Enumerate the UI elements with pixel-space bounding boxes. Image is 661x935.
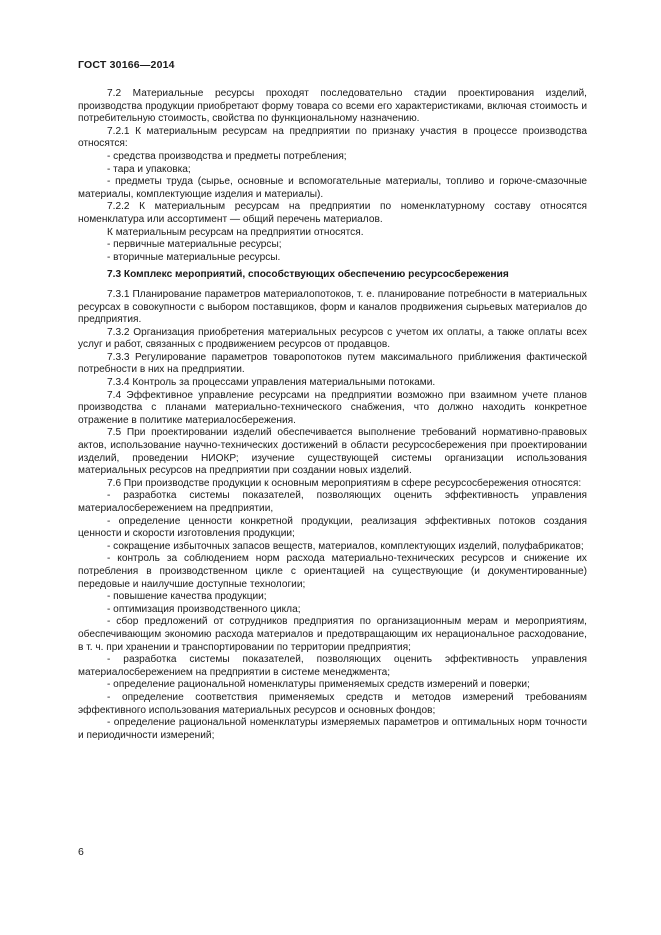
- list-item: - первичные материальные ресурсы;: [107, 239, 282, 251]
- paragraph-text: К материальным ресурсам на предприятии относятся.: [107, 226, 364, 238]
- list-item: - контроль за соблюдением норм расхода материально-технических ресурсов и снижение их потребления в производственном цикле с ориентацией на существующие (и документированные) передовые и наилучшие доступные технологии;: [78, 553, 587, 590]
- list-item: - определение ценности конкретной продукции, реализация эффективных потоков создания ценности и скорости изготовления продукции;: [78, 515, 587, 540]
- list-item: - тара и упаковка;: [107, 163, 191, 175]
- list-item: - оптимизация производственного цикла;: [107, 603, 301, 615]
- page-number: 6: [78, 846, 84, 858]
- paragraph-7-3-2: 7.3.2 Организация приобретения материальных ресурсов с учетом их оплаты, а также оплаты всех услуг и работ, связанных с продвижением ресурсов от продавцов.: [78, 326, 587, 351]
- paragraph-7-6: 7.6 При производстве продукции к основным мероприятиям в сфере ресурсосбережения относятся:: [107, 477, 582, 489]
- list-item: - разработка системы показателей, позволяющих оценить эффективность управления материалосбережением на предприятии,: [78, 490, 587, 514]
- list-item: - сбор предложений от сотрудников предприятия по организационным мерам и мероприятиям, обеспечивающим экономию расхода материалов и предотвращающим их нерациональное расходование, в т. ч. при хранении и транспортировании по территории предприятия;: [78, 616, 587, 653]
- document-body: [78, 88, 587, 742]
- paragraph-7-2-1: 7.2.1 К материальным ресурсам на предприятии по признаку участия в процессе производства относятся:: [78, 125, 587, 150]
- paragraph-7-5: 7.5 При проектировании изделий обеспечивается выполнение требований нормативно-правовых актов, использование научно-технических достижений в области ресурсосбережения при проектировании изделий, проведении НИОКР; изучение существующей системы организации использования материальных ресурсов на предприятии при создании новых изделий.: [78, 427, 587, 477]
- list-item: - средства производства и предметы потребления;: [107, 150, 347, 162]
- list-item: - определение соответствия применяемых средств и методов измерений требованиям эффективного использования материальных ресурсов и основных фондов;: [78, 691, 587, 716]
- list-item: - определение рациональной номенклатуры применяемых средств измерений и поверки;: [107, 679, 530, 691]
- list-item: - вторичные материальные ресурсы.: [107, 251, 281, 263]
- list-item: - разработка системы показателей, позволяющих оценить эффективность управления материалосбережением на предприятии в системе менеджмента;: [78, 654, 587, 678]
- paragraph-7-3-3: 7.3.3 Регулирование параметров товаропотоков путем максимального приближения фактической потребности в них на предприятии.: [78, 351, 587, 376]
- standard-header: ГОСТ 30166—2014: [78, 59, 175, 71]
- paragraph-7-2-2: 7.2.2 К материальным ресурсам на предприятии по номенклатурному составу относятся номенклатура или ассортимент — общий перечень материалов.: [78, 201, 587, 225]
- list-item: - предметы труда (сырье, основные и вспомогательные материалы, топливо и горюче-смазочные материалы, комплектующие изделия и материалы).: [78, 176, 587, 200]
- paragraph-7-3-1: 7.3.1 Планирование параметров материалопотоков, т. е. планирование потребности в материальных ресурсах в совокупности с выбором поставщиков, форм и каналов продвижения сырьевых материалов до предприятия.: [78, 288, 587, 326]
- paragraph-7-3-4: 7.3.4 Контроль за процессами управления материальными потоками.: [107, 377, 436, 389]
- section-heading-7-3: 7.3 Комплекс мероприятий, способствующих обеспечению ресурсосбережения: [107, 269, 509, 281]
- list-item: - определение рациональной номенклатуры измеряемых параметров и оптимальных норм точности и периодичности измерений;: [78, 717, 587, 741]
- paragraph-7-4: 7.4 Эффективное управление ресурсами на предприятии возможно при взаимном учете планов производства с планами материально-технического снабжения, что должно находить конкретное отражение в политике материалосбережения.: [78, 389, 587, 426]
- list-item: - повышение качества продукции;: [107, 591, 267, 603]
- paragraph-7-2: 7.2 Материальные ресурсы проходят последовательно стадии проектирования изделий, производства продукции приобретают форму товара со всеми его характеристиками, включая стоимость и потребительную стоимость, свойства по функциональному назначению.: [78, 88, 587, 125]
- list-item: - сокращение избыточных запасов веществ, материалов, комплектующих изделий, полуфабрикатов;: [107, 540, 584, 552]
